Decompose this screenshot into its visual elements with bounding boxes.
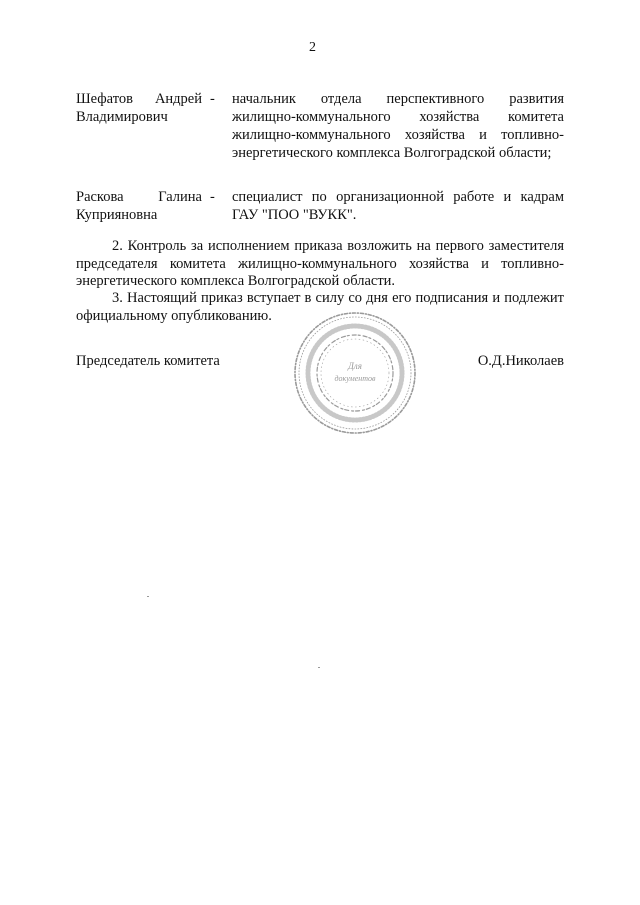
order-paragraph-control: 2. Контроль за исполнением приказа возложить на первого заместителя председателя комитета жилищно-коммунального хозяйства и топливно-энергетического комплекса Волгоградской области.	[76, 238, 564, 289]
scan-speck	[147, 596, 149, 597]
member-dash: -	[210, 189, 215, 205]
member-name-line: Куприяновна	[76, 207, 158, 223]
member-name-line: Раскова Галина	[76, 189, 202, 205]
member-role: специалист по организационной работе и кадрам ГАУ "ПОО "ВУКК".	[232, 189, 564, 223]
member-dash: -	[210, 91, 215, 107]
order-paragraph-effect: 3. Настоящий приказ вступает в силу со дня его подписания и подлежит официальному опубликованию.	[76, 290, 564, 324]
page-number: 2	[309, 40, 316, 55]
scan-speck	[318, 667, 320, 668]
member-role: начальник отдела перспективного развития жилищно-коммунального хозяйства комитета жилищно-коммунального хозяйства и топливно-энергетического комплекса Волгоградской области;	[232, 91, 564, 161]
seal-center-text: документов	[334, 374, 376, 383]
seal-center-text: Для	[348, 361, 362, 371]
signature-block	[76, 352, 564, 372]
signatory-position: Председатель комитета	[76, 353, 220, 369]
member-name-line: Владимирович	[76, 109, 168, 125]
member-name-line: Шефатов Андрей	[76, 91, 202, 107]
member-name	[76, 90, 202, 126]
member-name	[76, 188, 202, 224]
official-seal-stamp	[290, 308, 420, 438]
seal-graphic	[290, 308, 420, 438]
signatory-name: О.Д.Николаев	[477, 353, 564, 369]
